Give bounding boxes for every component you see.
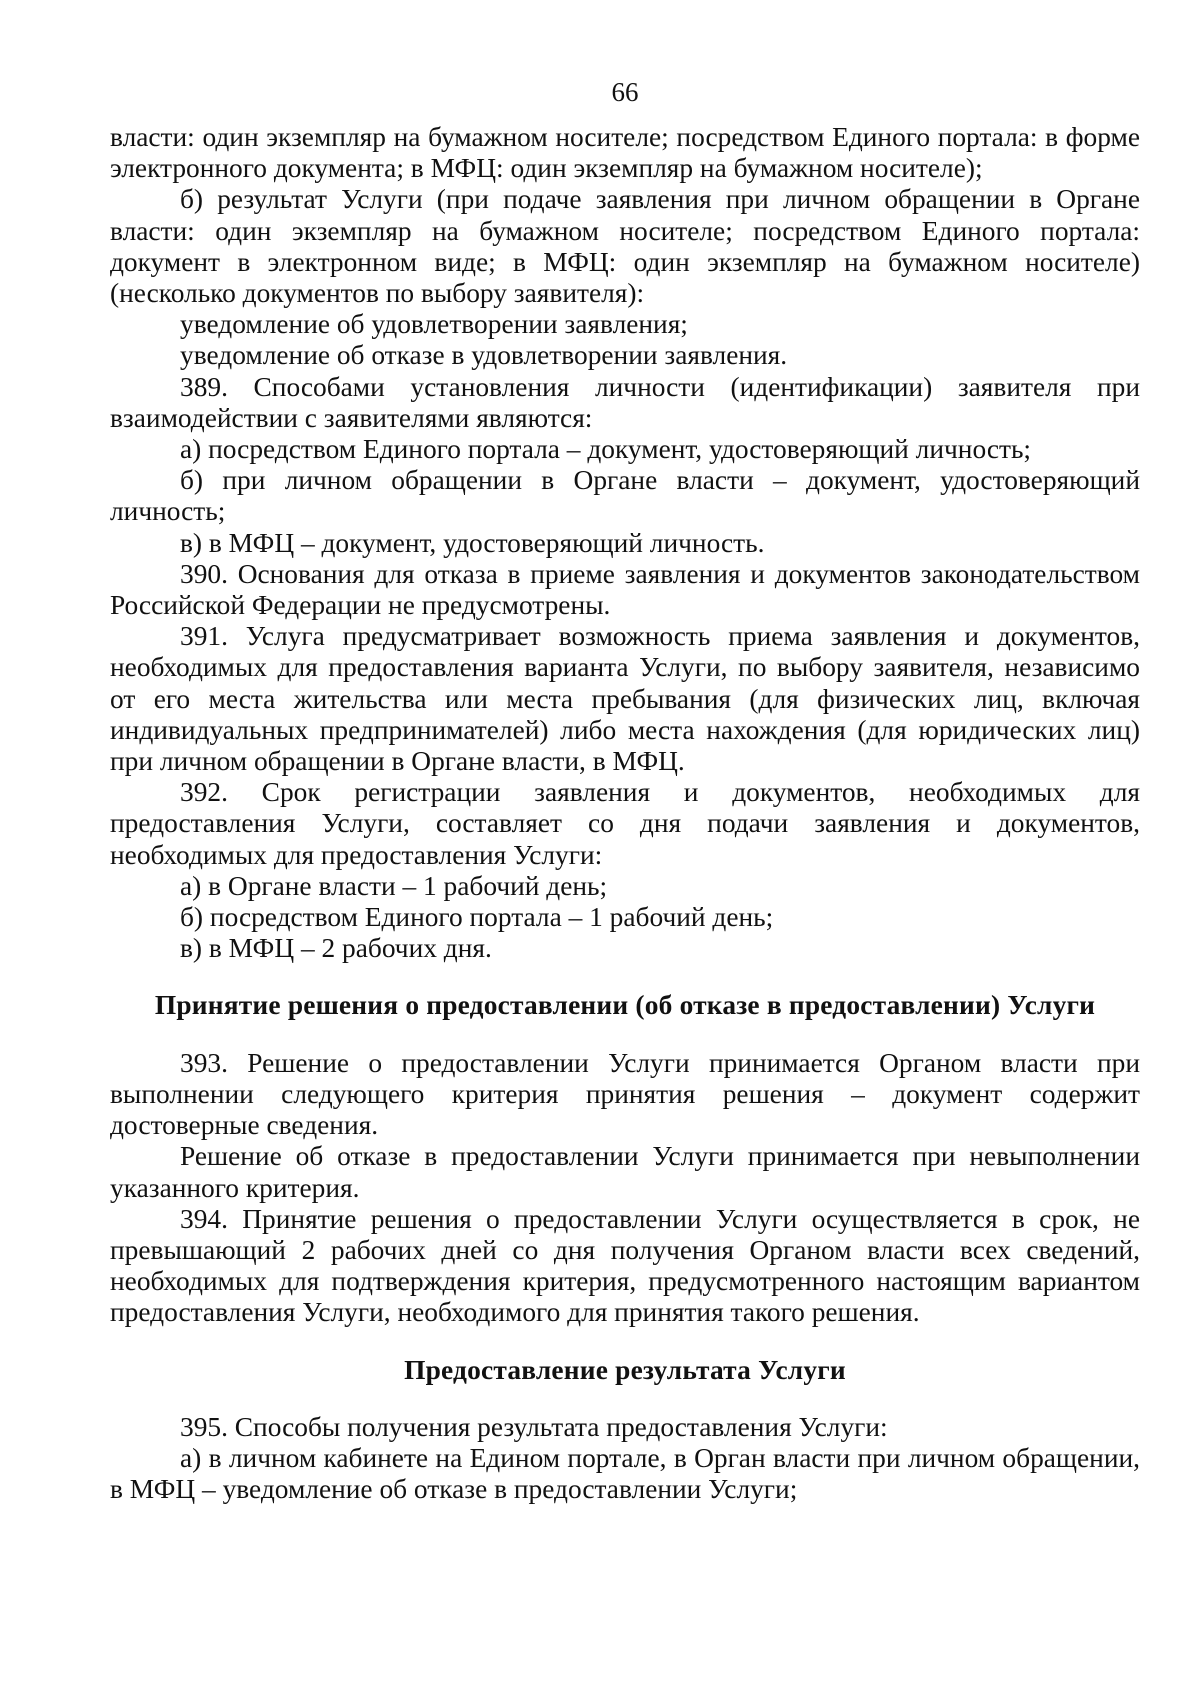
paragraph: б) при личном обращении в Органе власти – документ, удостоверяющий личность; — [110, 465, 1140, 527]
section-top — [110, 122, 1140, 964]
paragraph: 390. Основания для отказа в приеме заявления и документов законодательством Российской Федерации не предусмотрены. — [110, 558, 1140, 621]
section-decision — [110, 1048, 1140, 1329]
paragraph: а) посредством Единого портала – документ, удостоверяющий личность; — [180, 434, 1032, 465]
paragraph: б) результат Услуги (при подаче заявления при личном обращении в Органе власти: один экземпляр на бумажном носителе; посредством Единого портала: документ в электронном виде; в МФЦ: один экземпляр на бумажном носителе) (несколько документов по выбору заявителя): — [110, 184, 1140, 309]
paragraph: а) в личном кабинете на Едином портале, в Орган власти при личном обращении, в МФЦ – уведомление об отказе в предоставлении Услуги; — [110, 1442, 1140, 1505]
paragraph: а) в Органе власти – 1 рабочий день; — [180, 870, 608, 901]
paragraph: в) в МФЦ – 2 рабочих дня. — [180, 933, 492, 964]
section-result — [110, 1412, 1140, 1506]
paragraph: Решение об отказе в предоставлении Услуги принимается при невыполнении указанного критерия. — [110, 1141, 1140, 1203]
paragraph: 393. Решение о предоставлении Услуги принимается Органом власти при выполнении следующего критерия принятия решения – документ содержит достоверные сведения. — [110, 1047, 1140, 1141]
page-number: 66 — [611, 77, 639, 107]
paragraph: 394. Принятие решения о предоставлении Услуги осуществляется в срок, не превышающий 2 рабочих дней со дня получения Органом власти всех сведений, необходимых для подтверждения критерия, предусмотренного настоящим вариантом предоставления Услуги, необходимого для принятия такого решения. — [110, 1203, 1140, 1328]
section-heading-result: Предоставление результата Услуги — [404, 1354, 846, 1385]
document-page — [110, 72, 1140, 1505]
paragraph: 389. Способами установления личности (идентификации) заявителя при взаимодействии с заявителями являются: — [110, 371, 1140, 433]
paragraph: в) в МФЦ – документ, удостоверяющий личность. — [180, 527, 765, 558]
paragraph: уведомление об удовлетворении заявления; — [180, 309, 688, 340]
paragraph: 392. Срок регистрации заявления и документов, необходимых для предоставления Услуги, составляет со дня подачи заявления и документов, необходимых для предоставления Услуги: — [110, 777, 1140, 870]
paragraph: власти: один экземпляр на бумажном носителе; посредством Единого портала: в форме электронного документа; в МФЦ: один экземпляр на бумажном носителе); — [110, 122, 1140, 184]
paragraph: 391. Услуга предусматривает возможность приема заявления и документов, необходимых для предоставления варианта Услуги, по выбору заявителя, независимо от его места жительства или места пребывания (для физических лиц, включая индивидуальных предпринимателей) либо места нахождения (для юридических лиц) при личном обращении в Органе власти, в МФЦ. — [110, 621, 1140, 777]
paragraph: уведомление об отказе в удовлетворении заявления. — [180, 340, 788, 371]
paragraph: б) посредством Единого портала – 1 рабочий день; — [180, 902, 774, 933]
paragraph: 395. Способы получения результата предоставления Услуги: — [180, 1411, 888, 1442]
section-heading-decision: Принятие решения о предоставлении (об отказе в предоставлении) Услуги — [154, 990, 1096, 1021]
